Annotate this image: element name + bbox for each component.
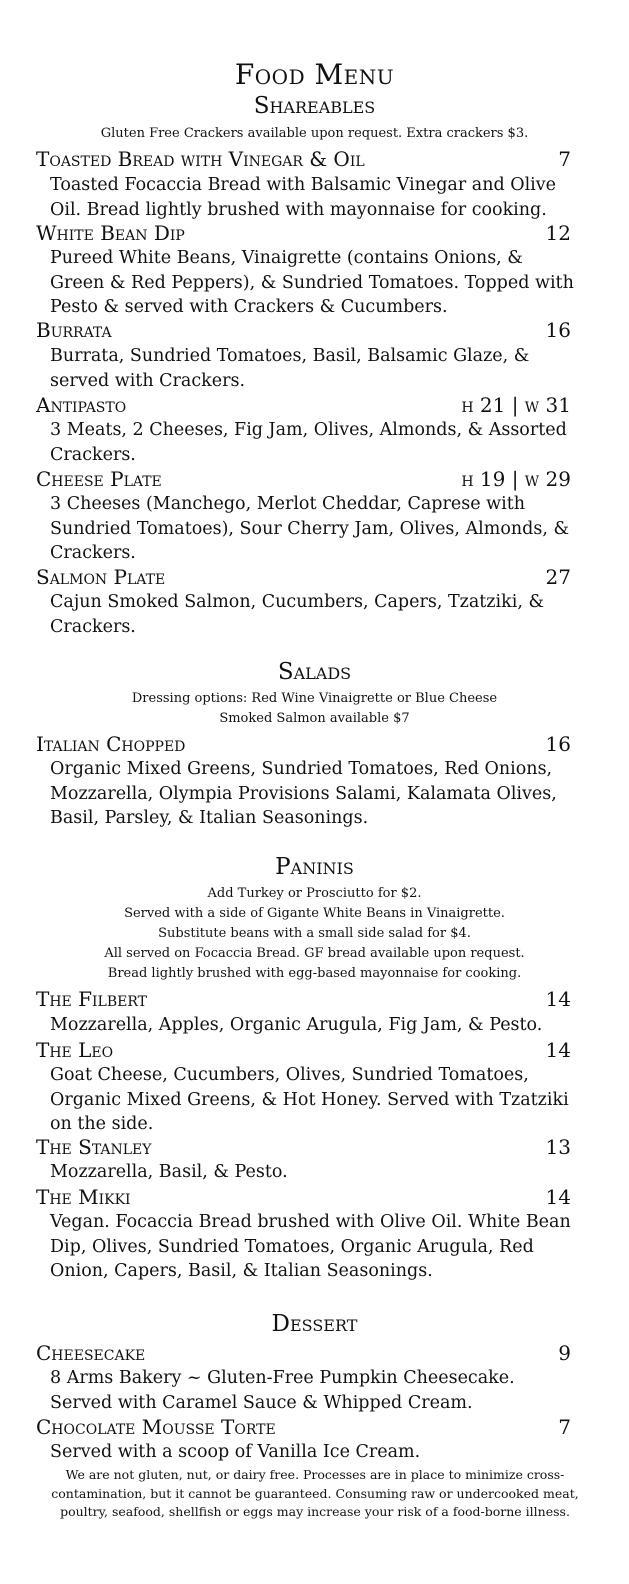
salads-note: Dressing options: Red Wine Vinaigrette or Blue Cheese [131,691,498,706]
item-description: Toasted Focaccia Bread with Balsamic Vinegar and Olive Oil. Bread lightly brushed with mayonnaise for cooking. [50,175,557,220]
item-name: The Leo [36,1038,114,1062]
item-price: 27 [545,565,571,589]
paninis-note: Substitute beans with a small side salad for $4. [158,926,471,941]
menu-item-salmon-plate [36,564,571,590]
item-price: 14 [545,1185,571,1209]
item-description: Organic Mixed Greens, Sundried Tomatoes, Red Onions, Mozzarella, Olympia Provisions Salami, Kalamata Olives, Basil, Parsley, & Italian Seasonings. [50,759,557,828]
item-description: Cajun Smoked Salmon, Cucumbers, Capers, Tzatziki, & Crackers. [50,592,545,637]
item-description: Burrata, Sundried Tomatoes, Basil, Balsamic Glaze, & served with Crackers. [50,346,530,391]
item-description: Served with a scoop of Vanilla Ice Cream. [50,1442,421,1462]
item-description: 8 Arms Bakery ~ Gluten-Free Pumpkin Cheesecake. Served with Caramel Sauce & Whipped Cream. [50,1368,515,1413]
item-price: 9 [558,1341,571,1365]
item-description: 3 Meats, 2 Cheeses, Fig Jam, Olives, Almonds, & Assorted Crackers. [50,420,567,465]
section-title-dessert: Dessert [271,1311,358,1337]
menu-item-cheesecake [36,1340,571,1366]
item-name: Antipasto [36,393,127,417]
menu-item-the-stanley [36,1134,571,1160]
section-title-salads: Salads [277,659,352,685]
item-name: Salmon Plate [36,565,166,589]
paninis-note: Served with a side of Gigante White Beans in Vinaigrette. [124,906,505,921]
item-price: 7 [558,1415,571,1439]
item-price: 12 [545,221,571,245]
menu-item-the-leo [36,1037,571,1063]
paninis-note: All served on Focaccia Bread. GF bread available upon request. [104,946,525,961]
item-price: h 21 | w 31 [461,393,571,417]
menu-item-chocolate-mousse-torte [36,1414,571,1440]
item-price: 13 [545,1135,571,1159]
item-price: 16 [545,318,571,342]
menu-item-italian-chopped [36,731,571,757]
item-name: Chocolate Mousse Torte [36,1415,276,1439]
item-price: 7 [558,147,571,171]
menu-item-toasted-bread [36,146,571,172]
item-price: 14 [545,1038,571,1062]
item-description: Goat Cheese, Cucumbers, Olives, Sundried Tomatoes, Organic Mixed Greens, & Hot Honey. Served with Tzatziki on the side. [50,1065,569,1134]
item-description: Vegan. Focaccia Bread brushed with Olive Oil. White Bean Dip, Olives, Sundried Tomatoes, Organic Arugula, Red Onion, Capers, Basil, & Italian Seasonings. [50,1212,571,1281]
item-name: The Filbert [36,987,147,1011]
menu-item-antipasto [36,392,571,418]
item-name: White Bean Dip [36,221,185,245]
paninis-note: Bread lightly brushed with egg-based mayonnaise for cooking. [107,966,522,981]
item-name: Burrata [36,318,112,342]
paninis-note: Add Turkey or Prosciutto for $2. [207,886,422,901]
item-name: Italian Chopped [36,732,186,756]
item-name: The Stanley [36,1135,152,1159]
section-title-paninis: Paninis [275,854,354,880]
allergy-disclaimer: We are not gluten, nut, or dairy free. Processes are in place to minimize cross-contamination, but it cannot be guaranteed. Consuming raw or undercooked meat, poultry, seafood, shellfish or eggs may increase your risk of a food-borne illness. [51,1467,579,1519]
item-price: h 19 | w 29 [461,467,571,491]
menu-item-the-mikki [36,1184,571,1210]
salads-note: Smoked Salmon available $7 [219,711,410,726]
item-price: 14 [545,987,571,1011]
item-name: Cheesecake [36,1341,146,1365]
item-description: Pureed White Beans, Vinaigrette (contains Onions, & Green & Red Peppers), & Sundried Tomatoes. Topped with Pesto & served with Crackers & Cucumbers. [50,248,574,317]
item-description: 3 Cheeses (Manchego, Merlot Cheddar, Caprese with Sundried Tomatoes), Sour Cherry Jam, Olives, Almonds, & Crackers. [50,494,570,563]
item-description: Mozzarella, Basil, & Pesto. [50,1162,288,1182]
menu-item-white-bean-dip [36,220,571,246]
menu-item-burrata [36,317,571,343]
item-price: 16 [545,732,571,756]
menu-title: Food Menu [234,58,395,91]
menu-item-the-filbert [36,986,571,1012]
section-title-shareables: Shareables [253,93,376,119]
shareables-note: Gluten Free Crackers available upon request. Extra crackers $3. [100,126,529,141]
item-description: Mozzarella, Apples, Organic Arugula, Fig Jam, & Pesto. [50,1015,543,1035]
item-name: Cheese Plate [36,467,162,491]
item-name: The Mikki [36,1185,131,1209]
menu-item-cheese-plate [36,466,571,492]
item-name: Toasted Bread with Vinegar & Oil [36,147,365,171]
